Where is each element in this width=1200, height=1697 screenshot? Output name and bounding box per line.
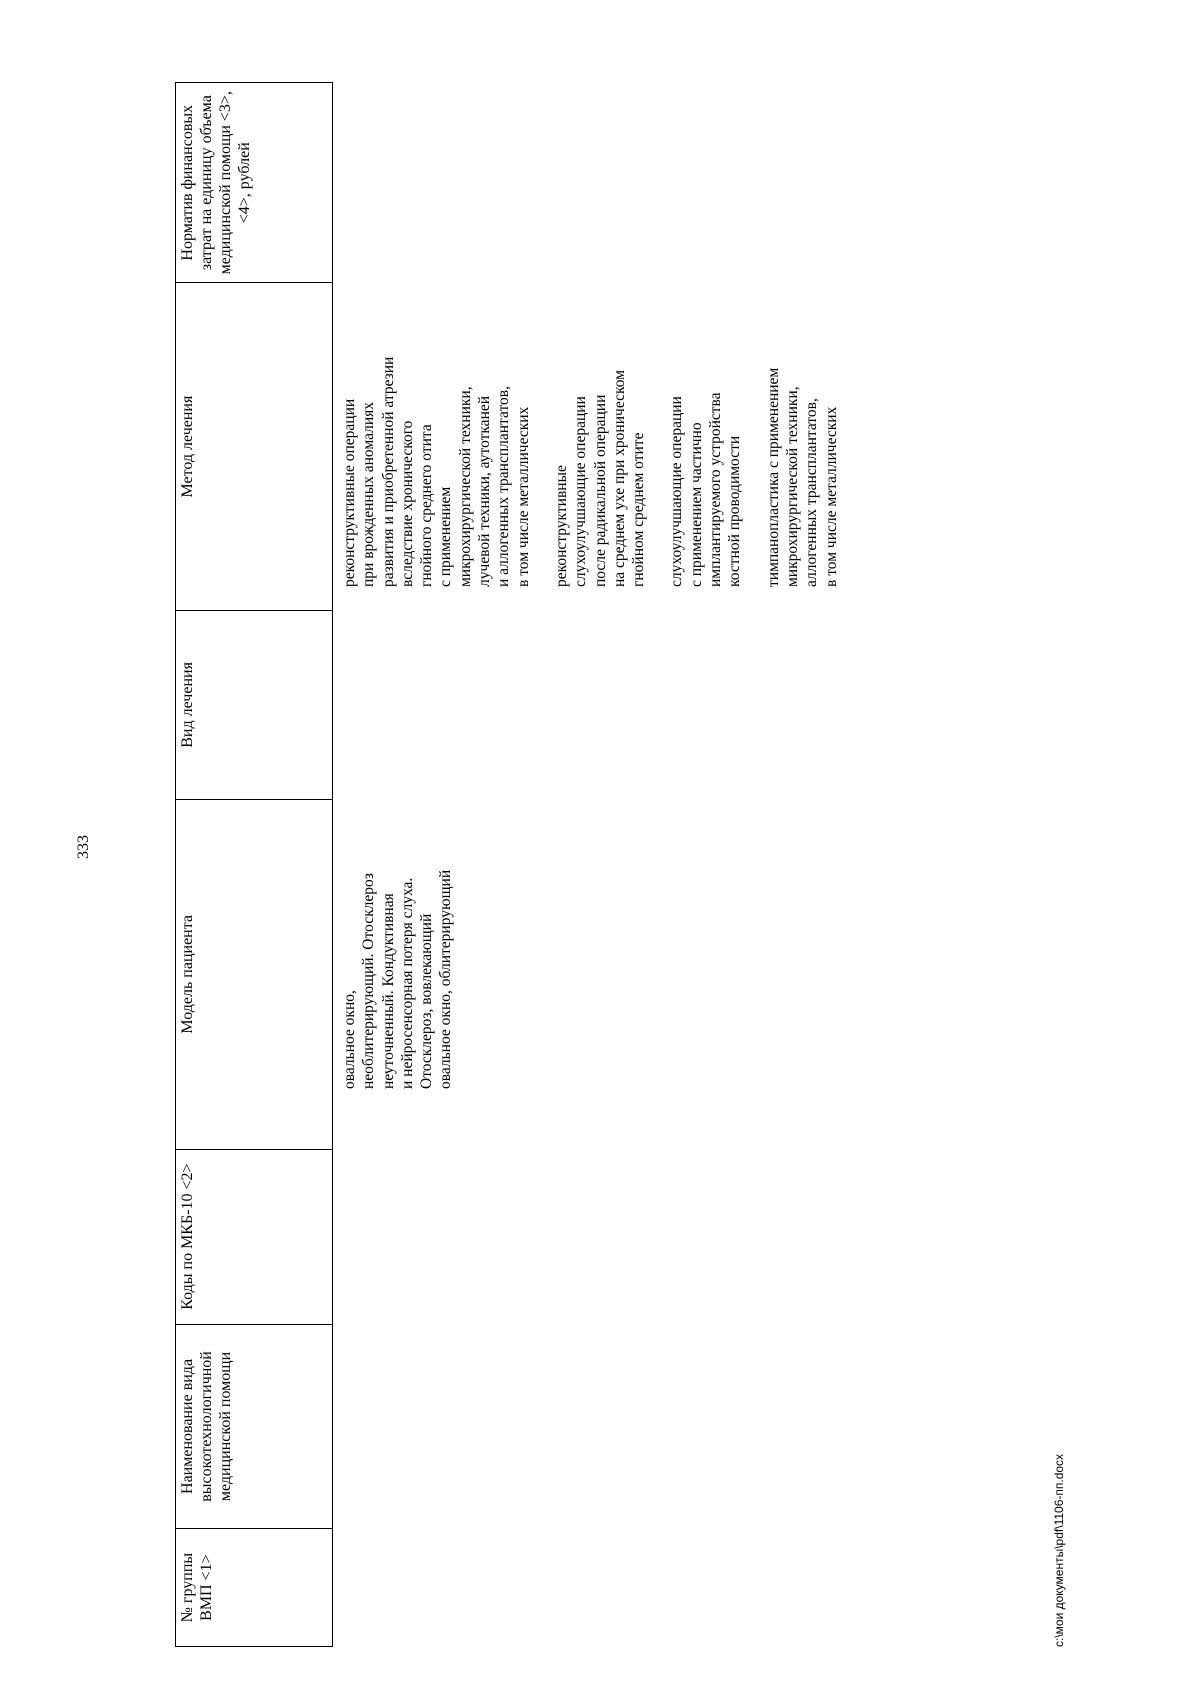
- page-number: 333: [75, 835, 92, 859]
- treatment-method-item: [764, 357, 841, 587]
- treatment-method-line: реконструктивные: [552, 465, 570, 587]
- paragraph-gap: [745, 357, 764, 587]
- patient-model-line: овальное окно,: [341, 990, 358, 1089]
- patient-model-line: Отосклероз, вовлекающий: [418, 913, 436, 1089]
- treatment-method-line: с применением: [437, 486, 455, 587]
- treatment-method-line: гнойном среднем отите: [630, 432, 648, 587]
- paragraph-gap: [533, 357, 552, 587]
- patient-model-line: неуточненный. Кондуктивная: [379, 893, 397, 1089]
- header-vmp-name: Наименование вида высокотехнологичной медицинской помощи: [176, 1324, 333, 1528]
- paragraph-gap: [648, 357, 667, 587]
- treatment-method-line: при врожденных аномалиях: [360, 401, 378, 587]
- treatment-method-line: после радикальной операции: [591, 394, 609, 587]
- patient-model-line: необлитерирующий. Отосклероз: [360, 873, 378, 1089]
- header-treatment-type: Вид лечения: [176, 610, 333, 799]
- patient-model-line: и нейросенсорная потеря слуха.: [398, 877, 416, 1089]
- treatment-method-line: слухоулучшающие операции: [668, 396, 686, 587]
- treatment-method-line: вследствие хронического: [398, 420, 416, 587]
- treatment-method-line: тимпанопластика с применением: [764, 367, 782, 587]
- treatment-method-line: в том числе металлических: [822, 406, 840, 587]
- treatment-method-line: на среднем ухе при хроническом: [610, 370, 628, 587]
- treatment-method-line: слухоулучшающие операции: [572, 396, 590, 587]
- treatment-method-cell: [340, 357, 841, 587]
- header-patient-model: Модель пациента: [176, 800, 333, 1149]
- patient-model-cell: [340, 870, 456, 1089]
- table-header: [175, 82, 333, 1647]
- header-cost-norm: Норматив финансовых затрат на единицу объема медицинской помощи <3>, <4>, рублей: [176, 83, 333, 283]
- header-treatment-method: Метод лечения: [176, 283, 333, 610]
- treatment-method-line: имплантируемого устройства: [707, 392, 725, 587]
- treatment-method-line: с применением частично: [687, 422, 705, 587]
- treatment-method-line: в том числе металлических: [514, 406, 532, 587]
- treatment-method-item: [667, 357, 744, 587]
- footer-file-path: c:\мои документы\pdf\1106-пп.docx: [1052, 1453, 1066, 1647]
- treatment-method-line: гнойного среднего отита: [418, 424, 436, 587]
- treatment-method-line: развития и приобретенной атрезии: [379, 356, 397, 587]
- treatment-method-line: аллогенных трансплантатов,: [803, 398, 821, 587]
- treatment-method-item: [340, 357, 533, 587]
- table-header-row: [176, 83, 333, 1647]
- treatment-method-item: [552, 357, 648, 587]
- treatment-method-line: и аллогенных трансплантатов,: [495, 386, 513, 587]
- treatment-method-line: костной проводимости: [726, 435, 744, 587]
- header-icd-codes: Коды по МКБ-10 <2>: [176, 1149, 333, 1324]
- header-group-no: № группы ВМП <1>: [176, 1529, 333, 1647]
- patient-model-line: овальное окно, облитерирующий: [437, 869, 455, 1089]
- treatment-method-line: реконструктивные операции: [341, 398, 358, 587]
- treatment-method-line: микрохирургической техники,: [456, 386, 474, 587]
- treatment-method-line: лучевой техники, аутотканей: [476, 395, 494, 587]
- treatment-method-line: микрохирургической техники,: [783, 386, 801, 587]
